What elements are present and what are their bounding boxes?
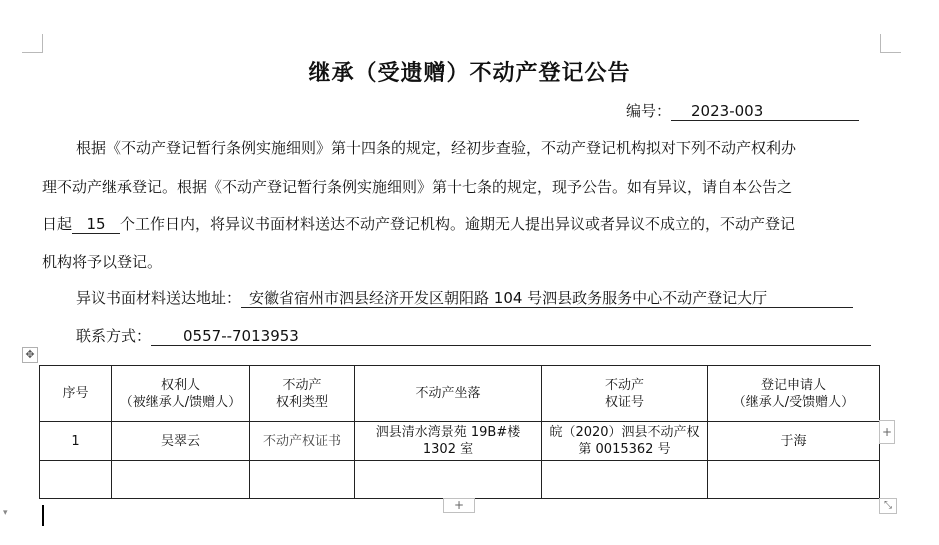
table-row bbox=[40, 422, 880, 461]
cell-right-holder[interactable]: 吴翠云 bbox=[112, 422, 250, 461]
header-applicant-line1: 登记申请人 bbox=[760, 377, 826, 393]
header-certificate-no-line2: 权证号 bbox=[604, 394, 644, 410]
cell-empty[interactable] bbox=[355, 461, 542, 499]
contact-value: 0557--7013953 bbox=[151, 327, 871, 346]
contact-label: 联系方式： bbox=[76, 327, 152, 345]
address-value: 安徽省宿州市泗县经济开发区朝阳路 104 号泗县政务服务中心不动产登记大厅 bbox=[241, 289, 853, 308]
document-title: 继承（受遗赠）不动产登记公告 bbox=[308, 60, 631, 86]
body-line-4: 机构将予以登记。 bbox=[42, 253, 163, 271]
body-line-3 bbox=[42, 213, 795, 234]
registration-table bbox=[39, 365, 880, 499]
body-line-1: 根据《不动产登记暂行条例实施细则》第十四条的规定，经初步查验，不动产登记机构拟对下列不动产权利办 bbox=[76, 139, 797, 157]
text-cursor bbox=[42, 505, 44, 526]
cell-location-line2: 1302 室 bbox=[422, 442, 474, 457]
body-line-2: 理不动产继承登记。根据《不动产登记暂行条例实施细则》第十七条的规定，现予公告。如有异议，请自本公告之 bbox=[42, 178, 793, 196]
header-right-type-line2: 权利类型 bbox=[275, 394, 328, 410]
header-right-type[interactable] bbox=[250, 366, 355, 422]
add-column-button[interactable]: + bbox=[879, 420, 895, 444]
header-certificate-no-line1: 不动产 bbox=[604, 377, 644, 393]
move-icon[interactable]: ✥ bbox=[22, 347, 38, 363]
objection-days: 15 bbox=[72, 215, 120, 234]
crop-mark-top-left bbox=[22, 34, 43, 53]
header-right-holder-line1: 权利人 bbox=[160, 377, 200, 393]
address-row bbox=[76, 287, 853, 308]
cell-empty[interactable] bbox=[40, 461, 112, 499]
body-line-3-prefix: 日起 bbox=[42, 215, 73, 233]
resize-icon[interactable]: ⤡ bbox=[879, 498, 897, 514]
paragraph-mark-icon: ▾ bbox=[3, 508, 8, 518]
header-right-type-line1: 不动产 bbox=[282, 377, 322, 393]
document-number-value: 2023-003 bbox=[671, 102, 859, 121]
cell-certificate-no-line2: 第 0015362 号 bbox=[578, 442, 671, 457]
cell-location-line1: 泗县清水湾景苑 19B#楼 bbox=[375, 425, 521, 440]
document-number bbox=[626, 100, 859, 121]
cell-empty[interactable] bbox=[708, 461, 880, 499]
header-applicant-line2: （继承人/受馈赠人） bbox=[732, 394, 855, 410]
cell-serial[interactable]: 1 bbox=[40, 422, 112, 461]
body-line-3-suffix: 个工作日内，将异议书面材料送达不动产登记机构。逾期无人提出异议或者异议不成立的，不动产登记 bbox=[120, 215, 796, 233]
table-row bbox=[40, 461, 880, 499]
address-label: 异议书面材料送达地址： bbox=[76, 289, 242, 307]
cell-right-type[interactable]: 不动产权证书 bbox=[250, 422, 355, 461]
crop-mark-top-right bbox=[880, 34, 901, 53]
table-header-row bbox=[40, 366, 880, 422]
header-right-holder-line2: （被继承人/馈赠人） bbox=[119, 394, 242, 410]
header-right-holder[interactable] bbox=[112, 366, 250, 422]
document-number-label: 编号： bbox=[626, 102, 672, 120]
cell-certificate-no[interactable] bbox=[542, 422, 708, 461]
cell-empty[interactable] bbox=[112, 461, 250, 499]
cell-empty[interactable] bbox=[250, 461, 355, 499]
cell-applicant[interactable]: 于海 bbox=[708, 422, 880, 461]
header-serial[interactable]: 序号 bbox=[40, 366, 112, 422]
cell-empty[interactable] bbox=[542, 461, 708, 499]
contact-row bbox=[76, 325, 871, 346]
header-certificate-no[interactable] bbox=[542, 366, 708, 422]
cell-certificate-no-line1: 皖（2020）泗县不动产权 bbox=[549, 425, 700, 440]
header-location[interactable]: 不动产坐落 bbox=[355, 366, 542, 422]
header-applicant[interactable] bbox=[708, 366, 880, 422]
add-row-button[interactable]: + bbox=[443, 498, 475, 513]
cell-location[interactable] bbox=[355, 422, 542, 461]
